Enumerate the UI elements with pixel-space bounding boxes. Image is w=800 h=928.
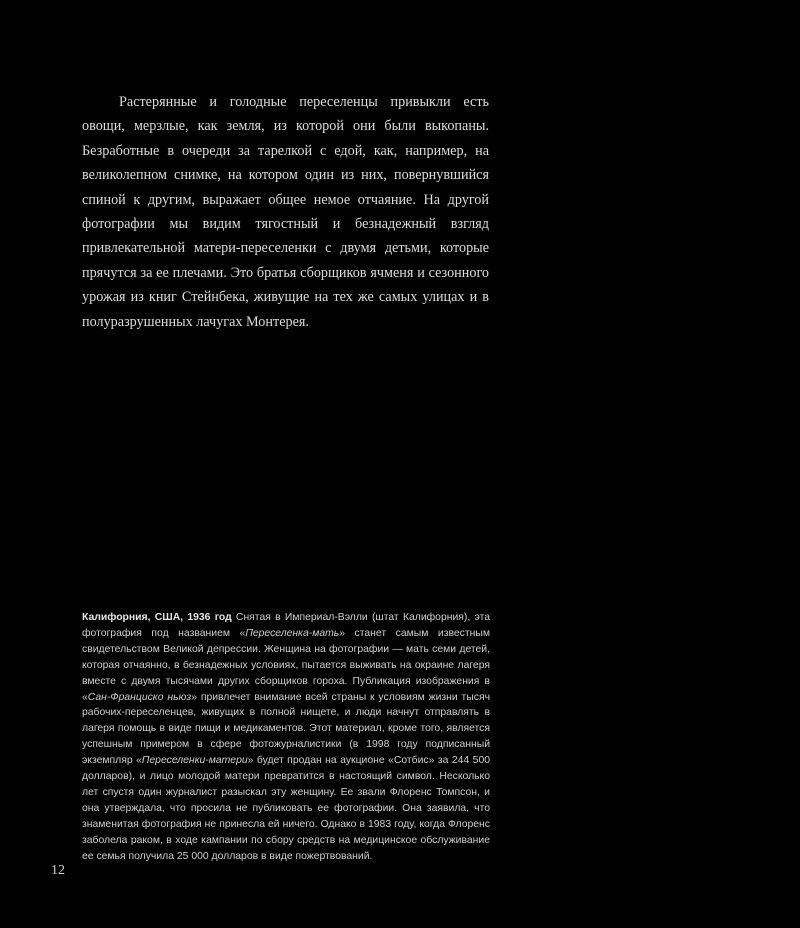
main-paragraph bbox=[82, 90, 489, 334]
caption-text-1: Снятая в Империал-Вэлли (штат Калифорния), эта фотография под названием « bbox=[82, 612, 490, 639]
caption-newspaper-title: Сан-Франциско ньюз bbox=[87, 691, 192, 703]
caption-heading: Калифорния, США, 1936 год bbox=[82, 612, 232, 623]
caption-photo-title-2: Переселенки-матери bbox=[141, 755, 248, 767]
page-number: 12 bbox=[51, 863, 65, 878]
caption-text-2: » станет самым известным свидетельством Великой депрессии. Женщина на фотографии — мать семи детей, которая отчаянно, в безнадежных условиях, пытается выживать на окраине лагеря вместе с двумя тысячами других сборщиков гороха. Публикация изображения в « bbox=[82, 627, 490, 703]
caption-text-3: » привлечет внимание всей страны к условиям жизни тысяч рабочих-переселенцев, живущих в полной нищете, и люди начнут отправлять в лагеря помощь в виде пищи и медикаментов. Этот материал, кроме того, является успешным примером в сфере фотожурналистики (в 1998 году подписанный экземпляр « bbox=[82, 691, 490, 767]
caption-photo-title: Переселенка-мать bbox=[245, 627, 340, 639]
main-paragraph-text: Растерянные и голодные переселенцы привыкли есть овощи, мерзлые, как земля, из которой они были выкопаны. Безработные в очереди за тарелкой с едой, как, например, на великолепном снимке, на котором один из них, повернувшийся спиной к другим, выражает общее немое отчаяние. На другой фотографии мы видим тягостный и безнадежный взгляд привлекательной матери-переселенки с двумя детьми, которые прячутся за ее плечами. Это братья сборщиков ячменя и сезонного урожая из книг Стейнбека, живущие на тех же самых улицах и в полуразрушенных лачугах Монтерея. bbox=[82, 94, 489, 330]
photo-caption bbox=[82, 610, 490, 865]
caption-text-4: » будет продан на аукционе «Сотбис» за 244 500 долларов), и лицо молодой матери превратится в настоящий символ. Несколько лет спустя один журналист разыскал эту женщину. Ее звали Флоренс Томпсон, и она утверждала, что просила не публиковать ее фотографии. Она заявила, что знаменитая фотография не принесла ей ничего. Однако в 1983 году, когда Флоренс заболела раком, в ходе кампании по сбору средств на медицинское обслуживание ее семья получила 25 000 долларов в виде пожертвований. bbox=[82, 755, 490, 862]
